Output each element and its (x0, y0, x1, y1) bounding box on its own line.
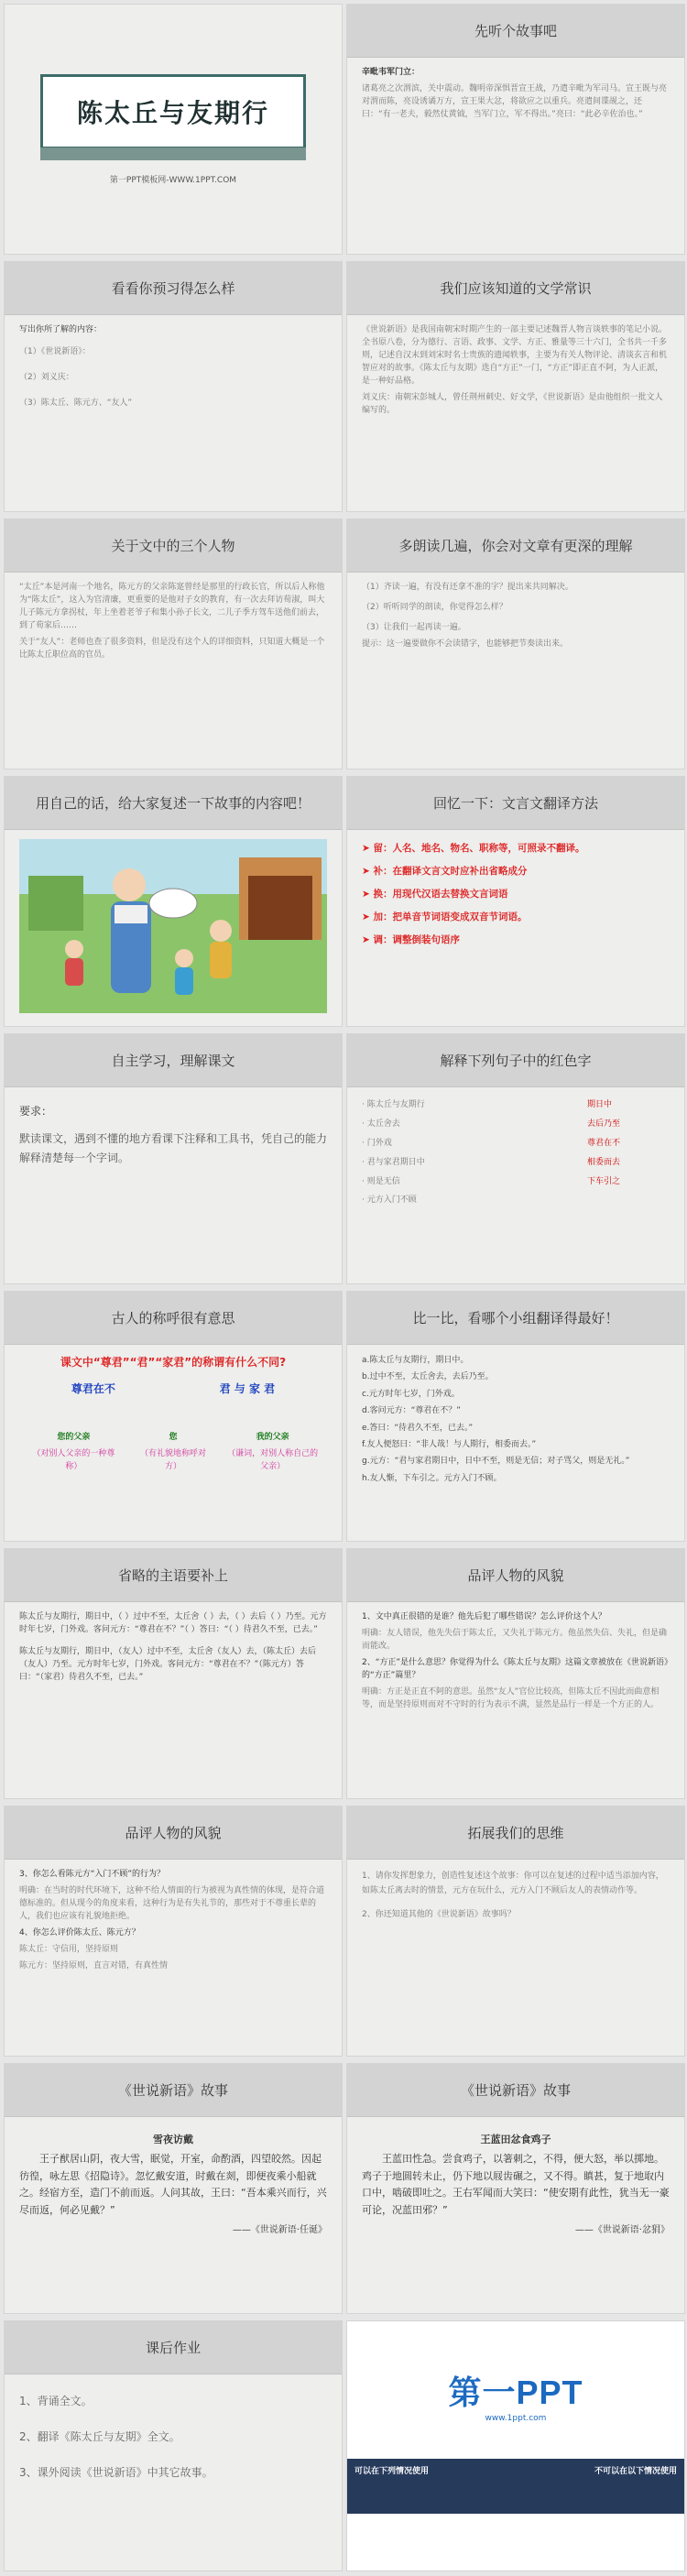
slide-title: 古人的称呼很有意思 (5, 1292, 342, 1345)
question: 4、你怎么评价陈太丘、陈元方？ (19, 1927, 140, 1937)
usage-panel (347, 2459, 684, 2514)
slide-title: 多朗读几遍，你会对文章有更深的理解 (347, 519, 684, 573)
answer: 陈太丘：守信用，坚持原则 (19, 1944, 119, 1954)
cover-subtitle: 第一PPT模板网-WWW.1PPT.COM (109, 175, 237, 185)
meaning: 我的父亲 (256, 1433, 289, 1443)
slide-story-1[interactable] (4, 2063, 343, 2314)
story-title: 雪夜访戴 (153, 2134, 193, 2145)
list-item: c.元方时年七岁，门外戏。 (362, 1389, 460, 1399)
method-item: ➤ 调：调整倒装句语序 (362, 934, 460, 945)
list-item: h.友人惭，下车引之。元方入门不顾。 (362, 1473, 502, 1483)
usage-forbidden: 不可以在以下情况使用 (594, 2467, 677, 2476)
requirement-label: 要求： (19, 1105, 53, 1118)
slide-explain-words[interactable] (346, 1033, 685, 1284)
list-item: 1、请你发挥想象力，创造性复述这个故事：你可以在复述的过程中适当添加内容，如陈太丘离去时的情景，元方在玩什么，元方入门不顾后友人的表情动作等。 (362, 1872, 664, 1896)
meaning-note: （有礼貌地称呼对方） (139, 1449, 206, 1472)
slide-titles[interactable] (4, 1291, 343, 1542)
slide-title: 我们应该知道的文学常识 (347, 262, 684, 315)
phrase: · 则是无信 (362, 1176, 400, 1186)
phrase: · 陈太丘与友期行 (362, 1100, 425, 1109)
story-illustration (19, 839, 327, 1013)
slide-title: 回忆一下：文言文翻译方法 (347, 777, 684, 830)
list-item: （3）陈太丘、陈元方、“友人” (19, 398, 133, 408)
slide-title: 关于文中的三个人物 (5, 519, 342, 573)
slide-title: 看看你预习得怎么样 (5, 262, 342, 315)
answer: 明确：在当时的时代环境下，这种不给人情面的行为被视为真性情的体现，是符合道德标准的。但从现今的角度来看，这种行为是有失礼节的，那些对于不尊重长辈的人，我们也应该有礼貌地拒绝。 (19, 1885, 325, 1921)
question: 3、你怎么看陈元方“入门不顾”的行为？ (19, 1870, 166, 1879)
slide-retell[interactable] (4, 776, 343, 1027)
list-item: g.元方：“君与家君期日中，日中不至，则是无信；对子骂父，则是无礼。” (362, 1457, 630, 1467)
list-item: 写出你所了解的内容： (19, 325, 103, 334)
slide-cover[interactable] (4, 4, 343, 255)
list-item: （2）刘义庆： (19, 372, 74, 382)
title-stripe (40, 147, 306, 160)
phrase: · 太丘舍去 (362, 1119, 400, 1129)
slide-ad[interactable] (346, 2320, 685, 2571)
slide-title: 品评人物的风貌 (347, 1549, 684, 1602)
meaning-note: （谦词，对别人称自己的父亲） (227, 1449, 319, 1472)
cover-title: 陈太丘与友期行 (40, 74, 306, 149)
meaning: 您的父亲 (57, 1433, 91, 1443)
slide-title: 自主学习，理解课文 (5, 1034, 342, 1087)
phrase: · 君与家君期日中 (362, 1157, 425, 1167)
term: 君 与 家 君 (219, 1381, 276, 1395)
story-text: 王子猷居山阴，夜大雪，眠觉，开室，命酌酒，四望皎然。因起彷徨，咏左思《招隐诗》。忽忆戴安道，时戴在剡，即便夜乘小船就之。经宿方至，造门不前而返。人问其故，王曰：“吾本乘兴而行，兴尽而返，何必见戴？” (19, 2153, 327, 2217)
question: 1、文中真正很错的是谁？他先后犯了哪些错误？怎么评价这个人？ (362, 1612, 606, 1621)
story-source: ——《世说新语·任诞》 (232, 2224, 327, 2235)
list-item: （1）《世说新语》： (19, 346, 91, 356)
paragraph: “太丘”本是河南一个地名，陈元方的父亲陈寔曾经是那里的行政长官，所以后人称他为“陈太丘”，这入为官清廉，更重要的是他对子女的教育，有一次去拜访荀淑，叫大儿子陈元方拿拐杖，年上坐着老爷子和集小孙子长文，二儿子季方驾车送他们前去，到了荀家后…… (19, 583, 325, 630)
story-heading: 辛毗韦军门立： (362, 68, 420, 77)
list-item: d.客问元方：“尊君在不？” (362, 1406, 461, 1416)
slide-title: 省略的主语要补上 (5, 1549, 342, 1602)
term: 尊君在不 (71, 1381, 115, 1395)
slide-title: 比一比，看哪个小组翻译得最好！ (347, 1292, 684, 1345)
slide-preview[interactable] (4, 261, 343, 512)
brand-url: www.1ppt.com (485, 2414, 547, 2423)
slide-literature[interactable] (346, 261, 685, 512)
method-item: ➤ 留：人名、地名、物名、职称等，可照录不翻译。 (362, 843, 585, 854)
phrase: 去后乃至 (587, 1119, 621, 1129)
slide-compare[interactable] (346, 1291, 685, 1542)
list-item: 1、背诵全文。 (19, 2395, 93, 2407)
list-item: （3）让我们一起再读一遍。 (362, 622, 466, 632)
paragraph: 关于“友人”：老师也查了很多资料，但是没有这个人的详细资料，只知道大概是一个比陈太丘职位高的官员。 (19, 637, 325, 660)
phrase: 下车引之 (587, 1176, 621, 1186)
slide-title: 用自己的话，给大家复述一下故事的内容吧！ (5, 777, 342, 830)
slide-story[interactable] (346, 4, 685, 255)
story-text: 王蓝田性急。尝食鸡子，以箸刺之，不得，便大怒，举以掷地。鸡子于地圆转未止，仍下地以屐齿碾之，又不得。瞋甚，复于地取内口中，啮破即吐之。王右军闻而大笑曰：“使安期有此性，犹当无一豪可论，况蓝田邪？” (362, 2153, 670, 2217)
method-item: ➤ 补：在翻译文言文时应补出省略成分 (362, 866, 528, 877)
question: 2、“方正”是什么意思？你觉得为什么《陈太丘与友期》这篇文章被放在《世说新语》的“方正”篇里？ (362, 1657, 669, 1680)
slide-evaluate-1[interactable] (346, 1548, 685, 1799)
slide-selfstudy[interactable] (4, 1033, 343, 1284)
list-item: a.陈太丘与友期行，期日中。 (362, 1356, 469, 1365)
answer: 明确：友人错误，他先失信于陈太丘，又失礼于陈元方。他虽然失信、失礼，但是确而能改。 (362, 1628, 668, 1651)
story-source: ——《世说新语·忿狷》 (574, 2224, 670, 2235)
slide-homework[interactable] (4, 2320, 343, 2571)
phrase: · 门外戏 (362, 1138, 392, 1148)
answer: 陈元方：坚持原则，直言对错，有真性情 (19, 1960, 169, 1970)
slide-title: 解释下列句子中的红色字 (347, 1034, 684, 1087)
exercise: 陈太丘与友期行，期日中，（ ）过中不至，太丘舍（ ）去，（ ）去后（ ）乃至。元方时年七岁，门外戏。客问元方：“尊君在不？”（ ）答曰：“（ ）待君久不至，已去。” (19, 1612, 327, 1634)
method-item: ➤ 加：把单音节词语变成双音节词语。 (362, 911, 528, 922)
phrase: 尊君在不 (587, 1138, 621, 1148)
list-item: 提示：这一遍要做你不会读错字，也能够把节奏读出来。 (362, 639, 569, 649)
slide-title: 拓展我们的思维 (347, 1806, 684, 1860)
phrase: · 元方入门不顾 (362, 1195, 417, 1206)
list-item: e.答曰：“待君久不至，已去。” (362, 1423, 474, 1433)
slide-title: 品评人物的风貌 (5, 1806, 342, 1860)
list-item: b.过中不至，太丘舍去，去后乃至。 (362, 1372, 494, 1382)
list-item: f.友人便怒曰：“非人哉！与人期行，相委而去。” (362, 1439, 537, 1449)
slide-title: 《世说新语》故事 (5, 2064, 342, 2117)
slide-methods[interactable] (346, 776, 685, 1027)
slide-title: 《世说新语》故事 (347, 2064, 684, 2117)
phrase (587, 1192, 670, 1209)
answer: 陈太丘与友期行，期日中，（友人）过中不至，太丘舍（友人）去，（陈太丘）去后（友人）乃至。元方时年七岁，门外戏。客问元方：“尊君在不？”（陈元方）答曰：“（家君）待君久不至，已去。” (19, 1646, 317, 1682)
slide-reading[interactable] (346, 518, 685, 770)
story-title: 王蓝田忿食鸡子 (480, 2134, 551, 2145)
meaning-note: （对别人父亲的一种尊称） (32, 1449, 115, 1472)
story-text: 诸葛亮之次渭滨，关中震动。魏明帝深惧晋宣王战，乃遣辛毗为军司马。宣王既与亮对渭而陈，亮设诱谲万方，宣王果大忿，将欲应之以重兵。亮遣间谍觇之，还曰：“有一老夫，毅然仗黄钺，当军门立，军不得出。”亮曰：“此必辛佐治也。” (362, 83, 668, 119)
slide-subjects[interactable] (4, 1548, 343, 1799)
list-item: （1）齐读一遍，有没有还拿不准的字？提出来共同解决。 (362, 583, 573, 592)
brand-logo: 第一PPT (448, 2374, 583, 2411)
slide-characters[interactable] (4, 518, 343, 770)
requirement-text: 默读课文，遇到不懂的地方看课下注释和工具书，凭自己的能力解释清楚每一个字词。 (19, 1131, 328, 1165)
method-item: ➤ 换：用现代汉语去替换文言词语 (362, 889, 508, 900)
slide-story-2[interactable] (346, 2063, 685, 2314)
usage-allowed: 可以在下列情况使用 (354, 2467, 430, 2476)
slide-title: 先听个故事吧 (347, 5, 684, 58)
slide-thinking[interactable] (346, 1806, 685, 2057)
list-item: （2）听听同学的朗读，你觉得怎么样？ (362, 602, 507, 612)
list-item: 2、你还知道其他的《世说新语》故事吗？ (362, 1910, 516, 1920)
answer: 明确：方正是正直不阿的意思。虽然“友人”官位比较高，但陈太丘不因此而曲意相等，而是坚持原则而对不守时的行为表示不满，显然是品行一样是一个方正的人。 (362, 1686, 660, 1709)
meaning: 您 (169, 1433, 178, 1443)
list-item: 3、课外阅读《世说新语》中其它故事。 (19, 2466, 213, 2480)
list-item: 2、翻译《陈太丘与友期》全文。 (19, 2430, 180, 2444)
question: 课文中“尊君”“君”“家君”的称谓有什么不同? (60, 1356, 287, 1369)
paragraph: 刘义庆：南朝宋彭城人，曾任荆州刺史、好文学，《世说新语》是由他组织一批文人编写的。 (362, 392, 663, 415)
slide-title: 课后作业 (5, 2321, 342, 2374)
phrase: 相委而去 (587, 1157, 621, 1167)
paragraph: 《世说新语》是我国南朝宋时期产生的一部主要记述魏晋人物言谈轶事的笔记小说。全书原八卷，分为德行、言语、政事、文学、方正、雅量等三十六门，全书共一千多则，记述自汉末到刘宋时名士贵族的遗闻轶事，主要为有关人物评论、清谈玄言和机智应对的故事。《陈太丘与友期》选自“方正”一门，“方正”即正直不阿，为人正派，是一种好品格。 (362, 325, 668, 386)
slide-evaluate-2[interactable] (4, 1806, 343, 2057)
phrase: 期日中 (587, 1100, 613, 1109)
